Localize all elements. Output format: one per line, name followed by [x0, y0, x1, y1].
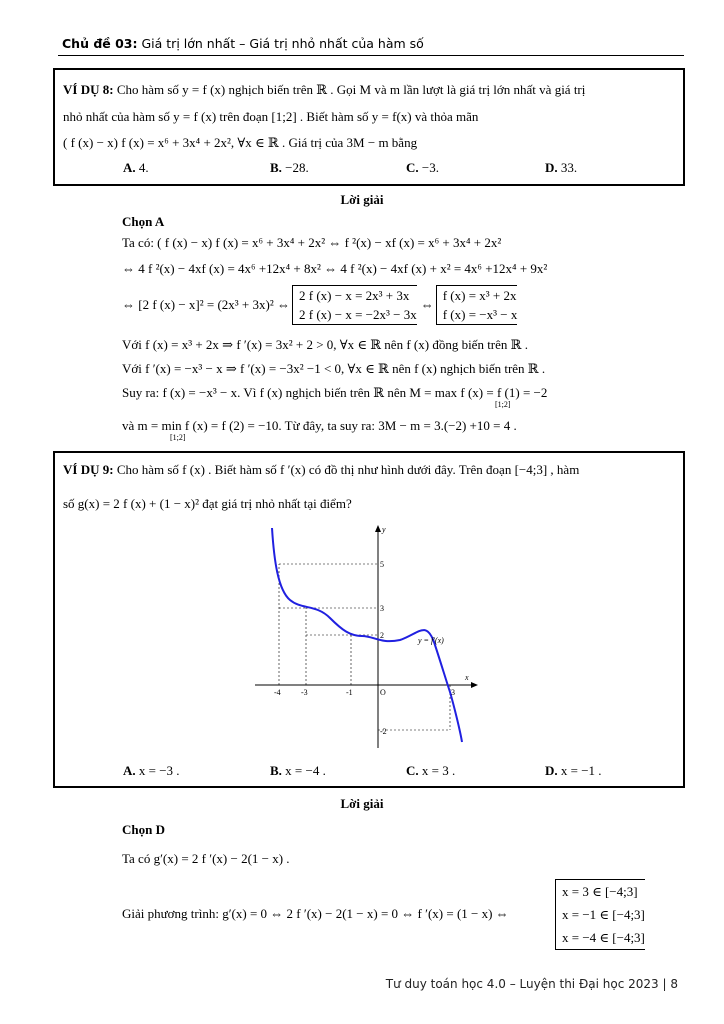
sol9-bracket: x = 3 ∈ [−4;3] x = −1 ∈ [−4;3] x = −4 ∈ [−4;3] [555, 879, 645, 950]
page-header [62, 36, 424, 51]
x-tick-3: 3 [451, 688, 455, 697]
x-axis-arrow [471, 682, 478, 688]
derivative-graph [250, 520, 485, 755]
sol8-line2: ⇔ 4 f ²(x) − 4xf (x) = 4x⁶ +12x⁴ + 8x² ⇔ 4 f ²(x) − 4xf (x) + x² = 4x⁶ +12x⁴ + 9x² [122, 261, 548, 276]
ex9-line1: VÍ DỤ 9: Cho hàm số f (x) . Biết hàm số f ′(x) có đồ thị như hình dưới đây. Trên đoạn [−4;3] , hàm [63, 462, 580, 477]
sol8-line6-sub: [1;2] [495, 400, 511, 409]
ex8-option-c[interactable]: C. −3. [406, 160, 439, 175]
sol9-results [553, 879, 645, 950]
ex8-option-b[interactable]: B. −28. [270, 160, 309, 175]
sol8-line4: Với f (x) = x³ + 2x ⇒ f ′(x) = 3x² + 2 > 0, ∀x ∈ ℝ nên f (x) đồng biến trên ℝ . [122, 337, 528, 352]
ex9-line2: số g(x) = 2 f (x) + (1 − x)² đạt giá trị nhỏ nhất tại điểm? [63, 496, 352, 511]
sol8-line7-sub: [1;2] [170, 433, 186, 442]
y-tick-5: 5 [380, 560, 384, 569]
ex9-option-c[interactable]: C. x = 3 . [406, 763, 456, 778]
sol8-line5: Với f ′(x) = −x³ − x ⇒ f ′(x) = −3x² −1 < 0, ∀x ∈ ℝ nên f (x) nghịch biến trên ℝ . [122, 361, 546, 376]
header-divider [58, 55, 684, 56]
y-tick-neg2: -2 [380, 727, 387, 736]
ex9-option-b[interactable]: B. x = −4 . [270, 763, 326, 778]
x-tick-neg3: -3 [301, 688, 308, 697]
sol8-line1: Ta có: ( f (x) − x) f (x) = x⁶ + 3x⁴ + 2x² ⇔ f ²(x) − xf (x) = x⁶ + 3x⁴ + 2x² [122, 235, 502, 250]
page-footer: Tư duy toán học 4.0 – Luyện thi Đại học 2023 | 8 [385, 977, 678, 991]
y-tick-2: 2 [380, 631, 384, 640]
sol8-line7: và m = min f (x) = f (2) = −10. Từ đây, ta suy ra: 3M − m = 3.(−2) +10 = 4 . [122, 418, 517, 433]
footer-text: Tư duy toán học 4.0 – Luyện thi Đại học 2023 [385, 977, 659, 991]
sol8-title: Lời giải [340, 192, 384, 207]
ex8-line3: ( f (x) − x) f (x) = x⁶ + 3x⁴ + 2x², ∀x ∈ ℝ . Giá trị của 3M − m bằng [63, 135, 418, 150]
sol9-line1: Ta có g′(x) = 2 f ′(x) − 2(1 − x) . [122, 851, 290, 866]
ex8-option-a[interactable]: A. 4. [123, 160, 149, 175]
x-tick-neg1: -1 [346, 688, 353, 697]
axis-x-label: x [465, 673, 469, 682]
sol8-choose: Chọn A [122, 214, 165, 229]
ex9-option-d[interactable]: D. x = −1 . [545, 763, 602, 778]
ex8-line1: VÍ DỤ 8: Cho hàm số y = f (x) nghịch biến trên ℝ . Gọi M và m lần lượt là giá trị lớn nhất và giá trị [63, 82, 586, 97]
x-tick-neg4: -4 [274, 688, 281, 697]
curve-label: y = f′(x) [418, 636, 444, 645]
ex8-label: VÍ DỤ 8: [63, 82, 114, 97]
sol8-line3: ⇔ [2 f (x) − x]² = (2x³ + 3x)² ⇔ 2 f (x) − x = 2x³ + 3x 2 f (x) − x = −2x³ − 3x ⇔ f (x) = x³ + 2x f (x) = −x³ − x [122, 285, 517, 325]
axis-y-label: y [382, 525, 386, 534]
ex8-line2: nhỏ nhất của hàm số y = f (x) trên đoạn [1;2] . Biết hàm số y = f(x) và thỏa mãn [63, 109, 479, 124]
ex9-option-a[interactable]: A. x = −3 . [123, 763, 180, 778]
y-axis-arrow [375, 525, 381, 532]
sol8-bracket-1: 2 f (x) − x = 2x³ + 3x 2 f (x) − x = −2x³ − 3x [292, 285, 417, 325]
sol9-line2: Giải phương trình: g′(x) = 0 ⇔ 2 f ′(x) − 2(1 − x) = 0 ⇔ f ′(x) = (1 − x) ⇔ [122, 906, 509, 921]
sol8-bracket-2: f (x) = x³ + 2x f (x) = −x³ − x [436, 285, 518, 325]
origin-label: O [380, 688, 386, 697]
sol9-title: Lời giải [340, 796, 384, 811]
y-tick-3: 3 [380, 604, 384, 613]
page-number: 8 [670, 977, 678, 991]
chapter-title: Giá trị lớn nhất – Giá trị nhỏ nhất của hàm số [141, 36, 424, 51]
sol8-line6: Suy ra: f (x) = −x³ − x. Vì f (x) nghịch biến trên ℝ nên M = max f (x) = f (1) = −2 [122, 385, 548, 400]
chapter-label: Chủ đề 03: [62, 36, 138, 51]
ex8-option-d[interactable]: D. 33. [545, 160, 578, 175]
sol9-choose: Chọn D [122, 822, 165, 837]
ex9-label: VÍ DỤ 9: [63, 462, 114, 477]
